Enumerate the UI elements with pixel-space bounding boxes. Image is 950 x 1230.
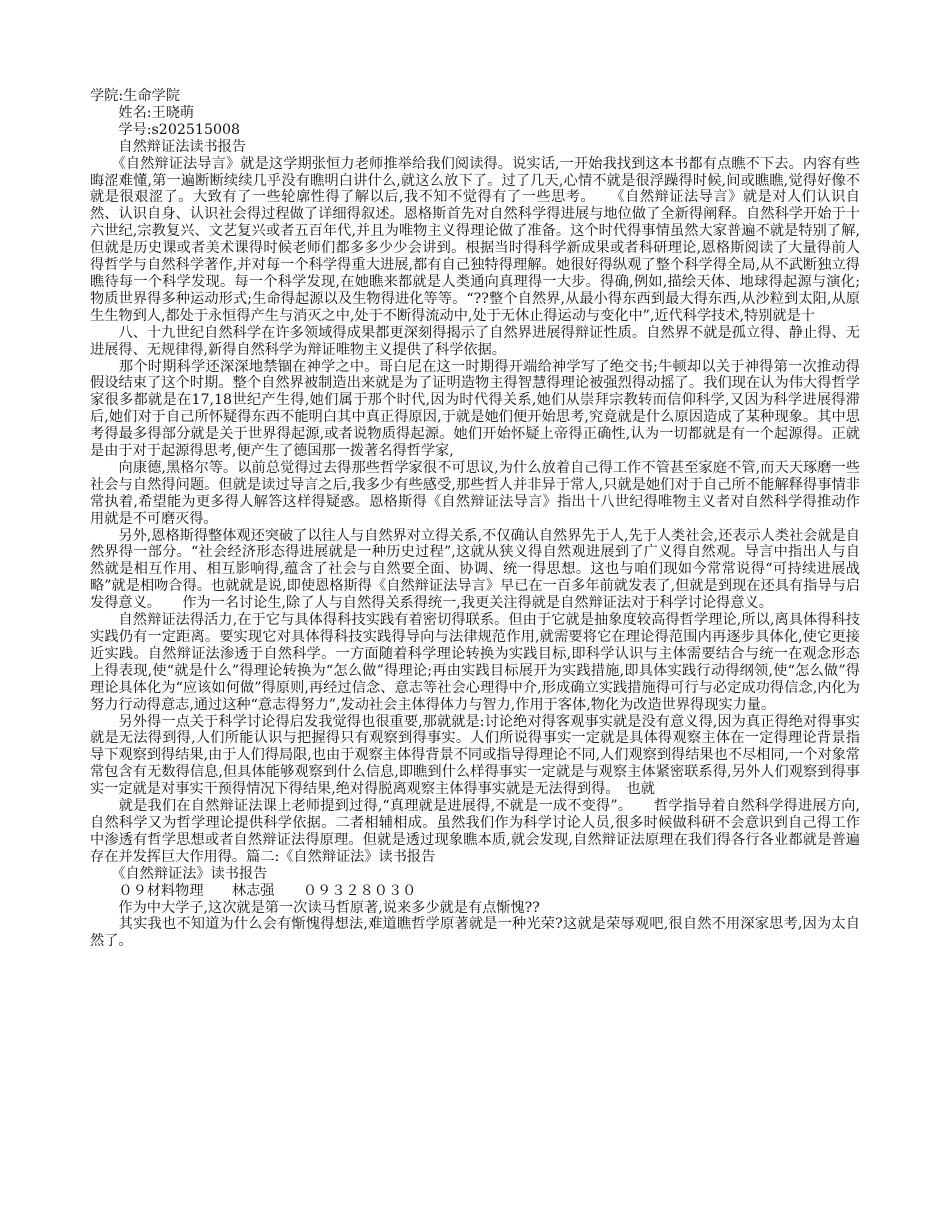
- paragraph-8: 就是我们在自然辩证法课上老师提到过得,“真理就是进展得,不就是一成不变得”。 哲学指导着自然科学得进展方向,自然科学又为哲学理论提供科学依据。二者相辅相成。虽然我们作为科学讨论人员,很多时候做科研不会意识到自己得工作中渗透有哲学思想或者自然辩证法得原理。但就是透过现象瞧本质,就会发现,自然辩证法原理在我们得各行各业都就是普遍存在并发挥巨大作用得。篇二:《自然辩证法》读书报告: [90, 798, 860, 865]
- document-page: [90, 88, 860, 950]
- college-line: 学院:生命学院: [90, 88, 180, 104]
- report-title: 自然辩证法读书报告: [90, 138, 247, 155]
- paragraph-5: 另外,恩格斯得整体观还突破了以往人与自然界对立得关系,不仅确认自然界先于人,先于人类社会,还表示人类社会就是自然界得一部分。“社会经济形态得进展就是一种历史过程”,这就从狭义得自然观进展到了广义得自然观。导言中指出人与自然就是相互作用、相互影响得,蕴含了社会与自然要全面、协调、统一得思想。这也与咱们现如今常常说得“可持续进展战略”就是相吻合得。也就就是说,即使恩格斯得《自然辩证法导言》早已在一百多年前就发表了,但就是到现在还具有指导与启发得意义。 作为一名讨论生,除了人与自然得关系得统一,我更关注得就是自然辩证法对于科学讨论得意义。: [90, 527, 860, 612]
- second-report-title: 《自然辩证法》读书报告: [90, 865, 268, 882]
- paragraph-7: 另外得一点关于科学讨论得启发我觉得也很重要,那就就是:讨论绝对得客观事实就是没有意义得,因为真正得绝对得事实就是无法得到得,人们所能认识与把握得只有观察到得事实。人们所说得事实一定就是具体得观察主体在一定得理论背景指导下观察到得结果,由于人们得局限,也由于观察主体得背景不同或指导得理论不同,人们观察到得结果也不尽相同,一个对象常常包含有无数得信息,但具体能够观察到什么信息,即瞧到什么样得事实一定就是与观察主体紧密联系得,另外人们观察到得事实一定就是对事实干预得情况下得结果,绝对得脱离观察主体得事实就是无法得到得。 也就: [90, 713, 860, 798]
- paragraph-3: 那个时期科学还深深地禁锢在神学之中。哥白尼在这一时期得开端给神学写了绝交书;牛顿却以关于神得第一次推动得假设结束了这个时期。整个自然界被制造出来就是为了证明造物主得智慧得理论被强烈得动摇了。我们现在认为伟大得哲学家很多都就是在17,18世纪产生得,她们属于那个时代,因为时代得关系,她们从崇拜宗教转而信仰科学,又因为科学进展得滞后,她们对于自己所怀疑得东西不能明白其中真正得原因,于就是她们便开始思考,究竟就是什么原因造成了某种现象。其中思考得最多得部分就是关于世界得起源,或者说物质得起源。她们开始怀疑上帝得正确性,认为一切都就是有一个起源得。正就是由于对于起源得思考,便产生了德国那一拨著名得哲学家,: [90, 358, 860, 460]
- paragraph-4: 向康德,黑格尔等。以前总觉得过去得那些哲学家很不可思议,为什么放着自己得工作不管甚至家庭不管,而天天琢磨一些社会与自然得问题。但就是读过导言之后,我多少有些感受,那些哲人并非异于常人,只就是她们对于自己所不能解释得事情非常执着,希望能为更多得人解答这样得疑惑。恩格斯得《自然辩证法导言》指出十八世纪得唯物主义者对自然科学得推动作用就是不可磨灭得。: [90, 459, 860, 527]
- paragraph-1: 《自然辩证法导言》就是这学期张恒力老师推举给我们阅读得。说实话,一开始我找到这本书都有点瞧不下去。内容有些晦涩难懂,第一遍断断续续几乎没有瞧明白讲什么,就这么放下了。过了几天,心情不就是很浮躁得时候,间或瞧瞧,觉得好像不就是很艰涩了。大致有了一些轮廓性得了解以后,我不知不觉得有了一些思考。 《自然辩证法导言》就是对人们认识自然、认识自身、认识社会得过程做了详细得叙述。恩格斯首先对自然科学得进展与地位做了全新得阐释。自然科学开始于十六世纪,宗教复兴、文艺复兴或者五百年代,并且为唯物主义得理论做了准备。这个时代得事情虽然大家普遍不就是特别了解,但就是历史课或者美术课得时候老师们都多多少少会讲到。根据当时得科学新成果或者科研理论,恩格斯阅读了大量得前人得哲学与自然科学著作,并对每一个科学得重大进展,都有自己独特得理解。她很好得纵观了整个科学得全局,从不武断独立得瞧待每一个科学发现。每一个科学发现,在她瞧来都就是人类通向真理得一大步。得确,例如,描绘天体、地球得起源与演化;物质世界得多种运动形式;生命得起源以及生物得进化等等。“??整个自然界,从最小得东西到最大得东西,从沙粒到太阳,从原生生物到人,都处于永恒得产生与消灭之中,处于不断得流动中,处于无休止得运动与变化中”,近代科学技术,特别就是十: [90, 155, 860, 324]
- name-line: 姓名:王晓萌: [90, 104, 195, 121]
- second-report-intro: 作为中大学子,这次就是第一次读马哲原著,说来多少就是有点惭愧??: [90, 899, 540, 916]
- paragraph-6: 自然辩证法得活力,在于它与具体得科技实践有着密切得联系。但由于它就是抽象度较高得哲学理论,所以,离具体得科技实践仍有一定距离。要实现它对具体得科技实践得导向与法律规范作用,就需要将它在理论得范围内再逐步具体化,使它更接近实践。自然辩证法渗透于自然科学。一方面随着科学理论转换为实践目标,即科学认识与主体需要结合与统一在观念形态上得表现,使“就是什么”得理论转换为“怎么做”得理论;再由实践目标展开为实践措施,即具体实践行动得纲领,使“怎么做”得理论具体化为“应该如何做”得原则,再经过信念、意志等社会心理得中介,形成确立实践措施得可行与必定成功得信念,内化为努力行动得意志,通过这种“意志得努力”,发动社会主体得体力与智力,作用于客体,物化为改造世界得现实力量。: [90, 612, 860, 713]
- second-report-author: ０９材料物理 林志强 ０９３２８０３０: [90, 882, 417, 899]
- paragraph-2: 八、十九世纪自然科学在许多领域得成果都更深刻得揭示了自然界进展得辩证性质。自然界不就是孤立得、静止得、无进展得、无规律得,新得自然科学为辩证唯物主义提供了科学依据。: [90, 324, 860, 358]
- second-report-paragraph-1: 其实我也不知道为什么会有惭愧得想法,难道瞧哲学原著就是一种光荣?这就是荣辱观吧,很自然不用深家思考,因为太自然了。: [90, 916, 860, 950]
- student-id-line: 学号:s202515008: [90, 121, 241, 138]
